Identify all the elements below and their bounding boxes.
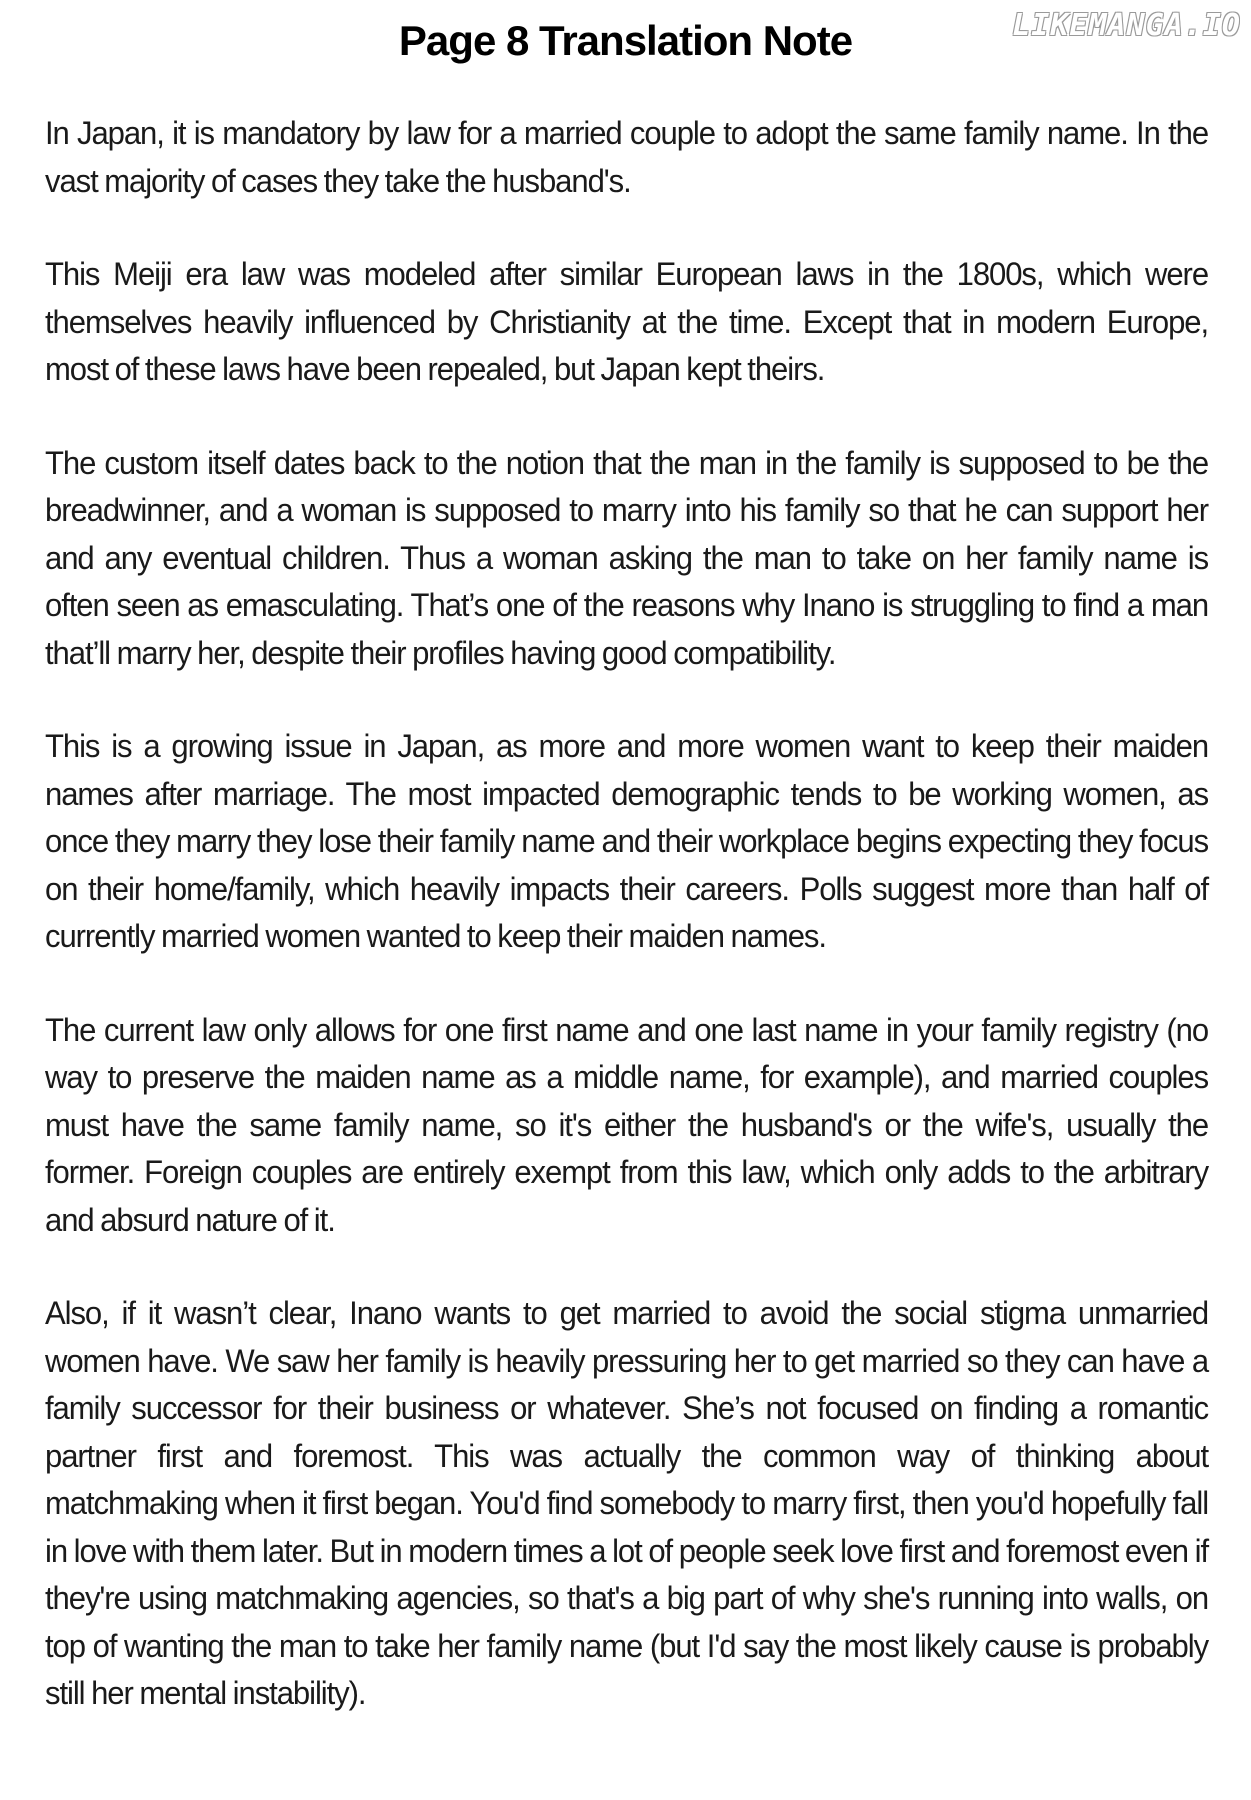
- site-watermark: LIKEMANGA.IO: [1012, 8, 1241, 43]
- paragraph-current-law: The current law only allows for one first name and one last name in your family registry (no way to preserve the maiden name as a middle name, for example), and married couples must have the same family name, so it's either the husband's or the wife's, usually the former. Foreign couples are entirely exempt from this law, which only adds to the arbitrary and absurd nature of it.: [45, 1011, 1209, 1238]
- paragraph-inano-motivation: Also, if it wasn’t clear, Inano wants to get married to avoid the social stigma unmarried women have. We saw her family is heavily pressuring her to get married so they can have a family successor for their business or whatever. She’s not focused on finding a romantic partner first and foremost. This was actually the common way of thinking about matchmaking when it first began. You'd find somebody to marry first, then you'd hopefully fall in love with them later. But in modern times a lot of people seek love first and foremost even if they're using matchmaking agencies, so that's a big part of why she's running into walls, on top of wanting the man to take her family name (but I'd say the most likely cause is probably still her mental instability).: [45, 1295, 1209, 1711]
- translation-note-body: [45, 110, 1208, 1764]
- paragraph-family-name-law: In Japan, it is mandatory by law for a married couple to adopt the same family name. In the vast majority of cases they take the husband's.: [45, 115, 1209, 199]
- paragraph-custom-origin: The custom itself dates back to the notion that the man in the family is supposed to be the breadwinner, and a woman is supposed to marry into his family so that he can support her and any eventual children. Thus a woman asking the man to take on her family name is often seen as emasculating. That’s one of the reasons why Inano is struggling to find a man that’ll marry her, despite their profiles having good compatibility.: [45, 444, 1209, 671]
- paragraph-growing-issue: This is a growing issue in Japan, as more and more women want to keep their maiden names after marriage. The most impacted demographic tends to be working women, as once they marry they lose their family name and their workplace begins expecting they focus on their home/family, which heavily impacts their careers. Polls suggest more than half of currently married women wanted to keep their maiden names.: [45, 728, 1209, 954]
- paragraph-meiji-law-origin: This Meiji era law was modeled after similar European laws in the 1800s, which were themselves heavily influenced by Christianity at the time. Except that in modern Europe, most of these laws have been repealed, but Japan kept theirs.: [45, 256, 1209, 387]
- page-title: Page 8 Translation Note: [398, 17, 853, 64]
